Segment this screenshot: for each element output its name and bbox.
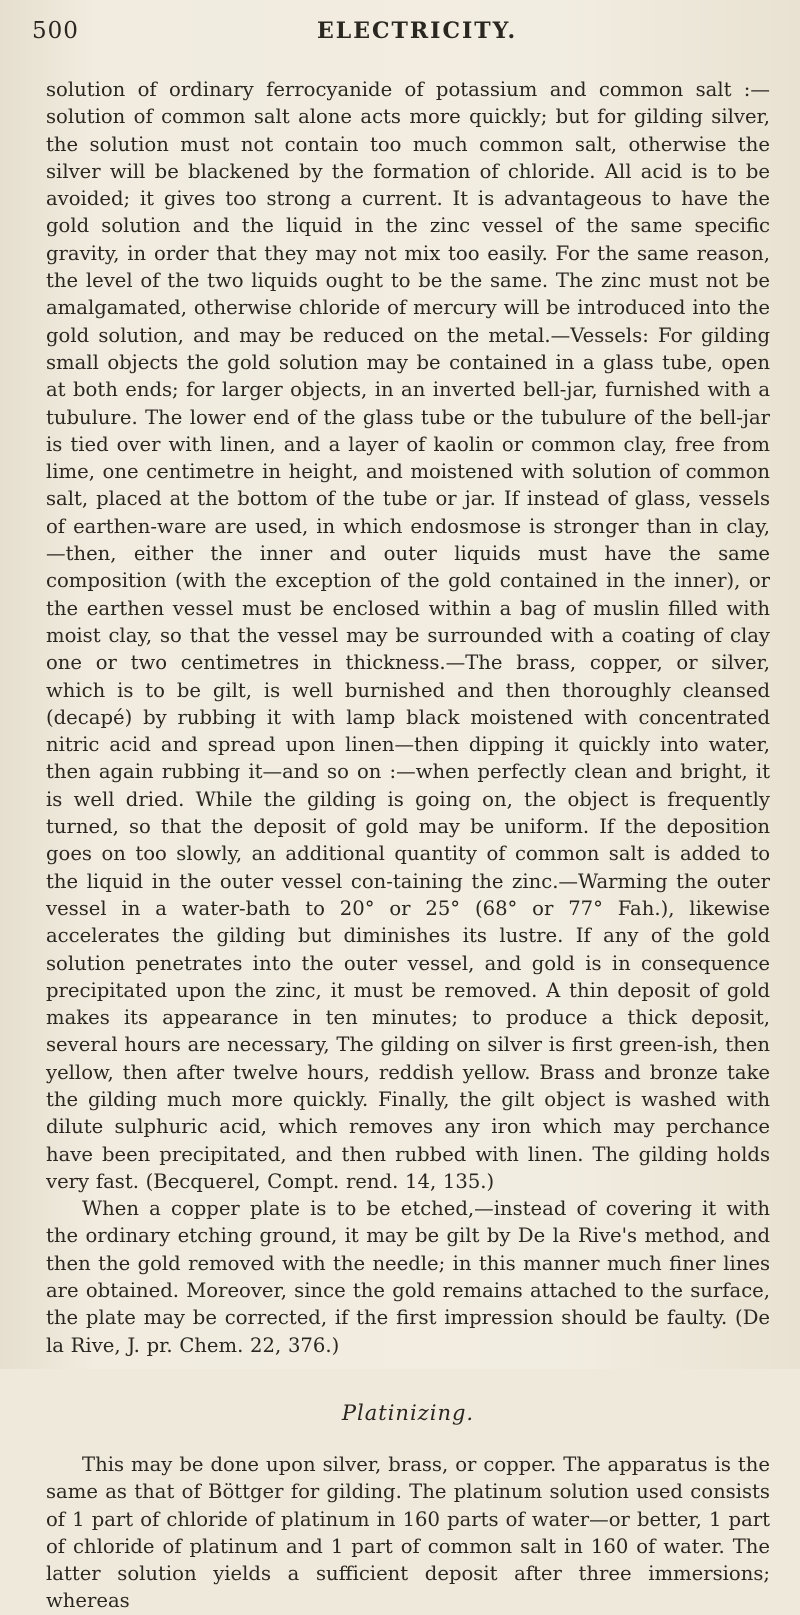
paragraph-etching: When a copper plate is to be etched,—instead of covering it with the ordinary etching ground, it may be gilt by De la Rive's method, and then the gold removed with the needle; in this manner much finer lines are obtained. Moreover, since the gold remains attached to the surface, the plate may be corrected, if the first impression should be faulty. (De la Rive, J. pr. Chem. 22, 376.) — [46, 1197, 770, 1357]
page-number: 500 — [32, 18, 79, 44]
section-heading-platinizing: Platinizing. — [341, 1400, 475, 1425]
paragraph-platinizing: This may be done upon silver, brass, or copper. The apparatus is the same as that of Böttger for gilding. The platinum solution used consists of 1 part of chloride of platinum in 160 parts of water—or better, 1 part of chloride of platinum and 1 part of common salt in 160 of water. The latter solution yields a sufficient deposit after three immersions; whereas — [46, 1452, 770, 1613]
running-title: ELECTRICITY. — [317, 18, 518, 44]
paragraph-gilding: solution of ordinary ferrocyanide of potassium and common salt :—solution of common salt alone acts more quickly; but for gilding silver, the solution must not contain too much common salt, otherwise the silver will be blackened by the formation of chloride. All acid is to be avoided; it gives too strong a current. It is advantageous to have the gold solution and the liquid in the zinc vessel of the same specific gravity, in order that they may not mix too easily. For the same reason, the level of the two liquids ought to be the same. The zinc must not be amalgamated, otherwise chloride of mercury will be introduced into the gold solution, and may be reduced on the metal.—Vessels: For gilding small objects the gold solution may be contained in a glass tube, open at both ends; for larger objects, in an inverted bell-jar, furnished with a tubulure. The lower end of the glass tube or the tubulure of the bell-jar is tied over with linen, and a layer of kaolin or common clay, free from lime, one centimetre in height, and moistened with solution of common salt, placed at the bottom of the tube or jar. If instead of glass, vessels of earthen-ware are used, in which endosmose is stronger than in clay,—then, either the inner and outer liquids must have the same composition (with the exception of the gold contained in the inner), or the earthen vessel must be enclosed within a bag of muslin filled with moist clay, so that the vessel may be surrounded with a coating of clay one or two centimetres in thickness.—The brass, copper, or silver, which is to be gilt, is well burnished and then thoroughly cleansed (decapé) by rubbing it with lamp black moistened with concentrated nitric acid and spread upon linen—then dipping it quickly into water, then again rubbing it—and so on :—when perfectly clean and bright, it is well dried. While the gilding is going on, the object is frequently turned, so that the deposit of gold may be uniform. If the deposition goes on too slowly, an additional quantity of common salt is added to the liquid in the outer vessel con-taining the zinc.—Warming the outer vessel in a water-bath to 20° or 25° (68° or 77° Fah.), likewise accelerates the gilding but diminishes its lustre. If any of the gold solution penetrates into the outer vessel, and gold is in consequence precipitated upon the zinc, it must be removed. A thin deposit of gold makes its appearance in ten minutes; to produce a thick deposit, several hours are necessary, The gilding on silver is first green-ish, then yellow, then after twelve hours, reddish yellow. Brass and bronze take the gilding much more quickly. Finally, the gilt object is washed with dilute sulphuric acid, which removes any iron which may perchance have been precipitated, and then rubbed with linen. The gilding holds very fast. (Becquerel, Compt. rend. 14, 135.) — [46, 78, 770, 1193]
running-head — [32, 18, 770, 54]
